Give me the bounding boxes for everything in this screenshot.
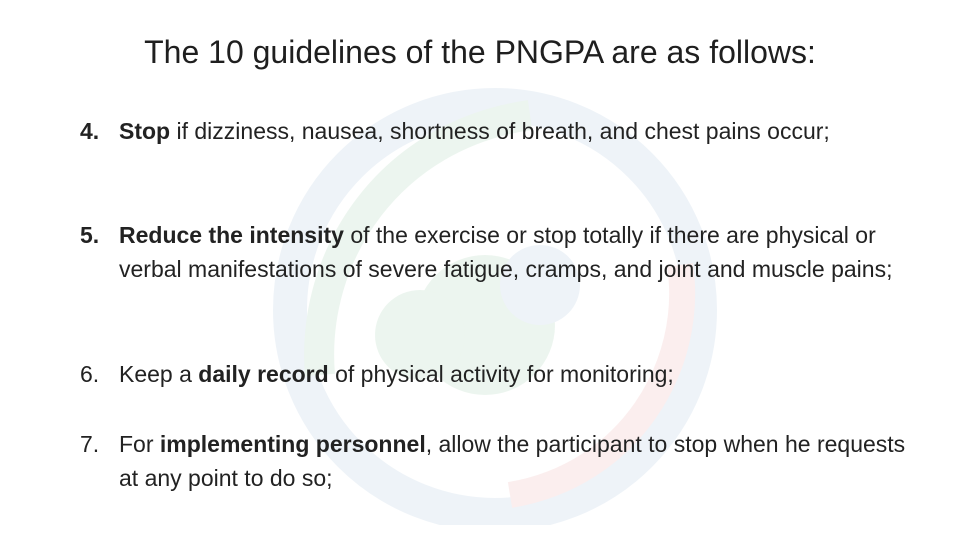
guideline-emphasis: Stop xyxy=(119,118,171,144)
guideline-emphasis: implementing personnel xyxy=(159,431,426,457)
guideline-rest: , allow the participant to stop when he requests at any point to do so; xyxy=(119,431,906,491)
guideline-lead: For xyxy=(119,431,160,457)
guideline-rest: of physical activity for monitoring; xyxy=(328,361,674,387)
guideline-lead: Keep a xyxy=(119,361,199,387)
guideline-number: 4. xyxy=(80,118,100,144)
guideline-number: 7. xyxy=(80,431,100,457)
guideline-item-5 xyxy=(80,218,920,286)
guideline-rest: if dizziness, nausea, shortness of breath, and chest pains occur; xyxy=(170,118,830,144)
guideline-rest: of the exercise or stop totally if there are physical or verbal manifestations of severe fatigue, cramps, and joint and muscle pains; xyxy=(119,222,893,282)
slide-title: The 10 guidelines of the PNGPA are as follows: xyxy=(144,34,816,70)
guideline-emphasis: daily record xyxy=(198,361,329,387)
guideline-item-6 xyxy=(80,357,920,391)
guideline-text xyxy=(119,357,920,391)
guideline-text xyxy=(119,218,920,286)
guideline-number: 6. xyxy=(80,361,100,387)
guideline-text xyxy=(119,427,920,495)
guideline-emphasis: Reduce the intensity xyxy=(119,222,344,248)
guideline-item-7 xyxy=(80,427,920,495)
guideline-item-4 xyxy=(80,114,920,148)
guideline-text xyxy=(119,114,920,148)
guideline-number: 5. xyxy=(80,222,100,248)
